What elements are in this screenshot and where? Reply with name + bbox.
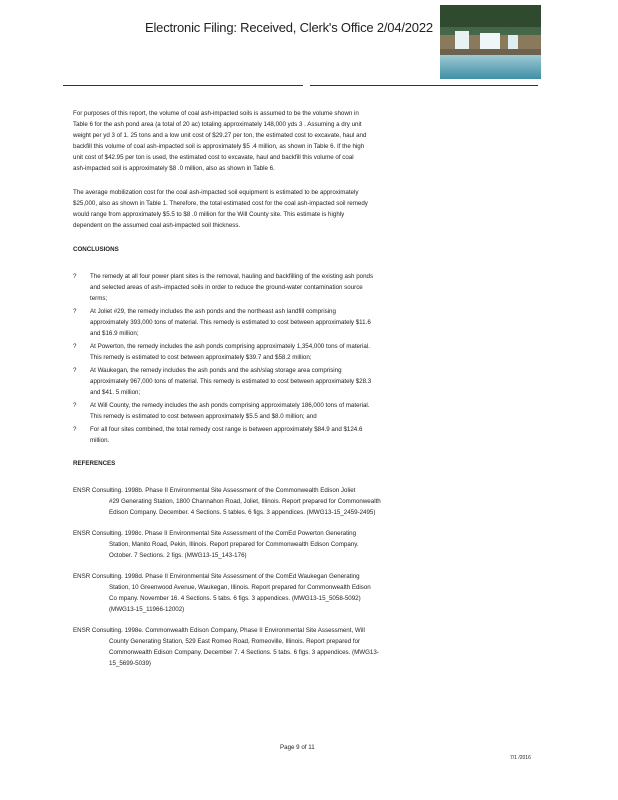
bullet-marker: ?	[73, 367, 77, 374]
conclusion-line: and $16.9 million;	[90, 330, 139, 337]
conclusion-line: At Waukegan, the remedy includes the ash ponds and the ash/slag storage area comprising	[90, 367, 342, 374]
paragraph-mobilization	[73, 187, 531, 231]
reference-first-line: ENSR Consulting. 1998b. Phase II Environmental Site Assessment of the Commonwealth Edison Joliet	[73, 487, 356, 494]
conclusion-item	[73, 424, 531, 446]
para1-line: unit cost of $42.95 per ton is used, the estimated cost to excavate, haul and backfill this volume of coal	[73, 154, 354, 161]
conclusion-item	[73, 341, 531, 363]
conclusion-line: For all four sites combined, the total remedy cost range is between approximately $84.9 and $124.6	[90, 426, 363, 433]
reference-line: #29 Generating Station, 1800 Channahon Road, Joliet, Illinois. Report prepared for Commonwealth	[109, 498, 381, 505]
paragraph-cost-estimate	[73, 108, 531, 174]
footer-code: 7/1 /2016	[510, 755, 531, 761]
conclusions-list	[73, 271, 531, 446]
para1-line: weight per yd 3 of 1. 25 tons and a low unit cost of $29.27 per ton, the estimated cost to excavate, haul and	[73, 132, 367, 139]
para1-line: ash-impacted soil is approximately $8 .0 million, also as shown in Table 6.	[73, 165, 275, 172]
para1-line: Table 6 for the ash pond area (a total of 20 ac) totaling approximately 148,000 yds 3 . Assuming a dry unit	[73, 121, 362, 128]
conclusion-line: terms;	[90, 295, 108, 302]
reference-first-line: ENSR Consulting. 1998c. Phase II Environmental Site Assessment of the ComEd Powerton Generating	[73, 530, 357, 537]
reference-line: Station, 10 Greenwood Avenue, Waukegan, Illinois. Report prepared for Commonwealth Edison	[109, 584, 371, 591]
conclusion-item	[73, 365, 531, 398]
page-header-title: Electronic Filing: Received, Clerk's Office 2/04/2022	[145, 20, 433, 35]
reference-line: County Generating Station, 529 East Romeo Road, Romeoville, Illinois. Report prepared for	[109, 638, 361, 645]
document-body	[73, 108, 531, 679]
conclusion-line: At Joliet #29, the remedy includes the ash ponds and the northeast ash landfill comprising	[90, 308, 336, 315]
bullet-marker: ?	[73, 426, 77, 433]
waterfall-photo	[440, 5, 541, 79]
reference-entry	[73, 485, 531, 518]
reference-first-line: ENSR Consulting. 1998e. Commonwealth Edison Company, Phase II Environmental Site Assessment, Will	[73, 627, 365, 634]
conclusion-line: approximately 393,000 tons of material. This remedy is estimated to cost between approximately $11.6	[90, 319, 371, 326]
reference-entry	[73, 625, 531, 669]
bullet-marker: ?	[73, 273, 77, 280]
para1-line: backfill this volume of coal ash-impacted soil is approximately $5 .4 million, as shown in Table 6. If the high	[73, 143, 365, 150]
conclusions-heading: CONCLUSIONS	[73, 246, 119, 253]
para2-line: dependent on the assumed coal ash-impacted soil thickness.	[73, 222, 241, 229]
page-number: Page 9 of 11	[280, 744, 315, 751]
para1-line: For purposes of this report, the volume of coal ash-impacted soils is assumed to be the volume shown in	[73, 110, 359, 117]
reference-line: Station, Manito Road, Pekin, Illinois. Report prepared for Commonwealth Edison Company.	[109, 541, 359, 548]
references-heading: REFERENCES	[73, 460, 116, 467]
conclusion-line: and selected areas of ash–impacted soils in order to reduce the ground-water contamination source	[90, 284, 363, 291]
header-rule-left	[63, 85, 303, 86]
conclusion-item	[73, 400, 531, 422]
reference-entry	[73, 528, 531, 561]
conclusion-item	[73, 306, 531, 339]
reference-line: Commonwealth Edison Company. December 7. 4 Sections. 5 tabs. 6 figs. 3 appendices. (MWG13-	[109, 649, 379, 656]
reference-entry	[73, 571, 531, 615]
conclusion-line: At Will County, the remedy includes the ash ponds comprising approximately 186,000 tons of material.	[90, 402, 370, 409]
para2-line: would range from approximately $5.5 to $8 .0 million for the Will County site. This estimate is highly	[73, 211, 345, 218]
reference-line: Edison Company. December. 4 Sections. 5 tables. 6 figs. 3 appendices. (MWG13-15_2459-2495)	[109, 509, 376, 516]
conclusion-line: This remedy is estimated to cost between approximately $39.7 and $58.2 million;	[90, 354, 312, 361]
reference-line: October. 7 Sections. 2 figs. (MWG13-15_143-176)	[109, 552, 247, 559]
conclusion-line: This remedy is estimated to cost between approximately $5.5 and $8.0 million; and	[90, 413, 317, 420]
para2-line: $25,000, also as shown in Table 1. Therefore, the total estimated cost for the coal ash-impacted soil remedy	[73, 200, 368, 207]
bullet-marker: ?	[73, 308, 77, 315]
conclusion-line: At Powerton, the remedy includes the ash ponds comprising approximately 1,354,000 tons of material.	[90, 343, 370, 350]
reference-first-line: ENSR Consulting. 1998d. Phase II Environmental Site Assessment of the ComEd Waukegan Generating	[73, 573, 360, 580]
conclusion-item	[73, 271, 531, 304]
bullet-marker: ?	[73, 343, 77, 350]
conclusion-line: approximately 967,000 tons of material. This remedy is estimated to cost between approximately $28.3	[90, 378, 372, 385]
header-rule-right	[310, 85, 538, 86]
conclusion-line: The remedy at all four power plant sites is the removal, hauling and backfilling of the existing ash ponds	[90, 273, 374, 280]
reference-line: 15_5699-5039)	[109, 660, 151, 667]
reference-line: (MWG13-15_11966-12002)	[109, 606, 185, 613]
para2-line: The average mobilization cost for the coal ash-impacted soil equipment is estimated to be approximately	[73, 189, 359, 196]
bullet-marker: ?	[73, 402, 77, 409]
reference-line: Co mpany. November 16. 4 Sections. 5 tabs. 6 figs. 3 appendices. (MWG13-15_5058-5092)	[109, 595, 361, 602]
conclusion-line: million.	[90, 437, 110, 444]
conclusion-line: and $41. 5 million;	[90, 389, 141, 396]
